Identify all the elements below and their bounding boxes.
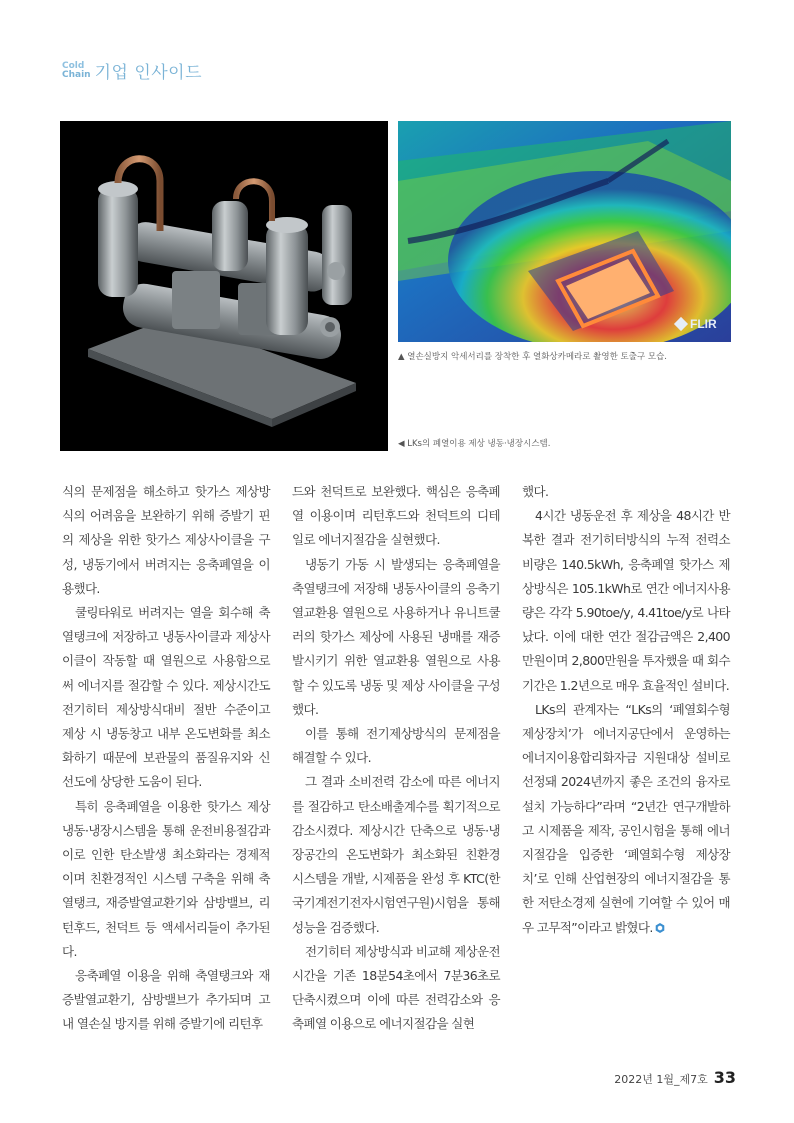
thermal-image-caption: ▲ 열손실방지 악세서리를 장착한 후 열화상카메라로 촬영한 토출구 모습. (398, 352, 667, 362)
section-header (62, 58, 202, 83)
paragraph: 4시간 냉동운전 후 제상을 48시간 반복한 결과 전기히터방식의 누적 전력소비량은 140.5kWh, 응축폐열 핫가스 제상방식은 105.1kWh로 연간 에너지사용량은 각각 5.90toe/y, 4.41toe/y로 나타났다. 이에 대한 연간 절감금액은 2,400만원이며 2,800만원을 투자했을 때 회수기간은 1.2년으로 매우 효율적인 설비다. (522, 508, 730, 693)
flir-logo-text: FLIR (690, 317, 717, 331)
section-title: 기업 인사이드 (94, 63, 203, 83)
body-column-3 (522, 480, 730, 940)
thermal-camera-image (398, 121, 731, 342)
page-number: 33 (713, 1068, 736, 1087)
paragraph-text: LKs의 관계자는 “LKs의 ‘폐열회수형 제상장치’가 에너지공단에서 운영하는 에너지이용합리화자금 지원대상 설비로 선정돼 2024년까지 좋은 조건의 융자로 설치 가능하다”라며 “2년간 연구개발하고 시제품을 제작, 공인시험을 통해 에너지절감을 입증한 ‘폐열회수형 제상장치’로 인해 산업현장의 에너지절감을 통한 저탄소경제 실현에 기여할 수 있어 매우 고무적”이라고 밝혔다. (522, 701, 730, 935)
flir-logo (674, 317, 717, 331)
paragraph: 응축폐열 이용을 위해 축열탱크와 재증발열교환기, 삼방밸브가 추가되며 고내 열손실 방지를 위해 증발기에 리턴후 (62, 968, 270, 1032)
paragraph: 이를 통해 전기제상방식의 문제점을 해결할 수 있다. (292, 726, 500, 766)
body-column-2 (292, 480, 500, 1037)
issue-label: 2022년 1월_제7호 (614, 1073, 708, 1086)
refrigeration-system-image (60, 121, 388, 451)
paragraph: 그 결과 소비전력 감소에 따른 에너지를 절감하고 탄소배출계수를 획기적으로 감소시켰다. 제상시간 단축으로 냉동·냉장공간의 온도변화가 최소화된 친환경 시스템을 개발, 시제품을 완성 후 KTC(한국기계전기전자시험연구원)시험을 통해 성능을 검증했다. (292, 774, 500, 935)
machine-image-caption: ◀ LKs의 폐열이용 제상 냉동·냉장시스템. (398, 439, 551, 449)
paragraph: 전기히터 제상방식과 비교해 제상운전시간을 기존 18분54초에서 7분36초로 단축시켰으며 이에 따른 전력감소와 응축폐열 이용으로 에너지절감을 실현 (292, 943, 500, 1032)
thermal-illustration (398, 121, 731, 342)
paragraph: 식의 문제점을 해소하고 핫가스 제상방식의 어려움을 보완하기 위해 증발기 핀의 제상을 위한 핫가스 제상사이클을 구성, 냉동기에서 버려지는 응축폐열을 이용했다. (62, 484, 270, 596)
paragraph: 했다. (522, 484, 549, 499)
paragraph: 냉동기 가동 시 발생되는 응축폐열을 축열탱크에 저장해 냉동사이클의 응축기 열교환용 열원으로 사용하거나 유니트쿨러의 핫가스 제상에 사용된 냉매를 재증발시키기 위한 열교환용 열원으로 사용할 수 있도록 냉동 및 제상 사이클을 구성했다. (292, 556, 500, 717)
paragraph: 드와 천덕트로 보완했다. 핵심은 응축폐열 이용이며 리턴후드와 천덕트의 디테일로 에너지절감을 실현했다. (292, 484, 500, 548)
body-column-1 (62, 480, 270, 1037)
machine-illustration (60, 121, 388, 451)
logo-top-text: Cold (62, 60, 85, 71)
page-footer (614, 1068, 736, 1087)
end-mark-icon (655, 923, 665, 933)
logo-bottom-text: Chain (62, 69, 91, 80)
magazine-logo (62, 62, 91, 80)
paragraph: 쿨링타워로 버려지는 열을 회수해 축열탱크에 저장하고 냉동사이클과 제상사이클이 작동할 때 열원으로 사용함으로써 에너지를 절감할 수 있다. 제상시간도 전기히터 제상방식대비 절반 수준이고 제상 시 냉동창고 내부 온도변화를 최소화하기 때문에 보관물의 품질유지와 신선도에 상당한 도움이 된다. (62, 605, 270, 790)
paragraph (522, 698, 730, 940)
paragraph: 특히 응축폐열을 이용한 핫가스 제상 냉동·냉장시스템을 통해 운전비용절감과 이로 인한 탄소발생 최소화라는 경제적이며 친환경적인 시스템 구축을 위해 축열탱크, 재증발열교환기와 삼방밸브, 리턴후드, 천덕트 등 액세서리들이 추가된다. (62, 798, 270, 959)
